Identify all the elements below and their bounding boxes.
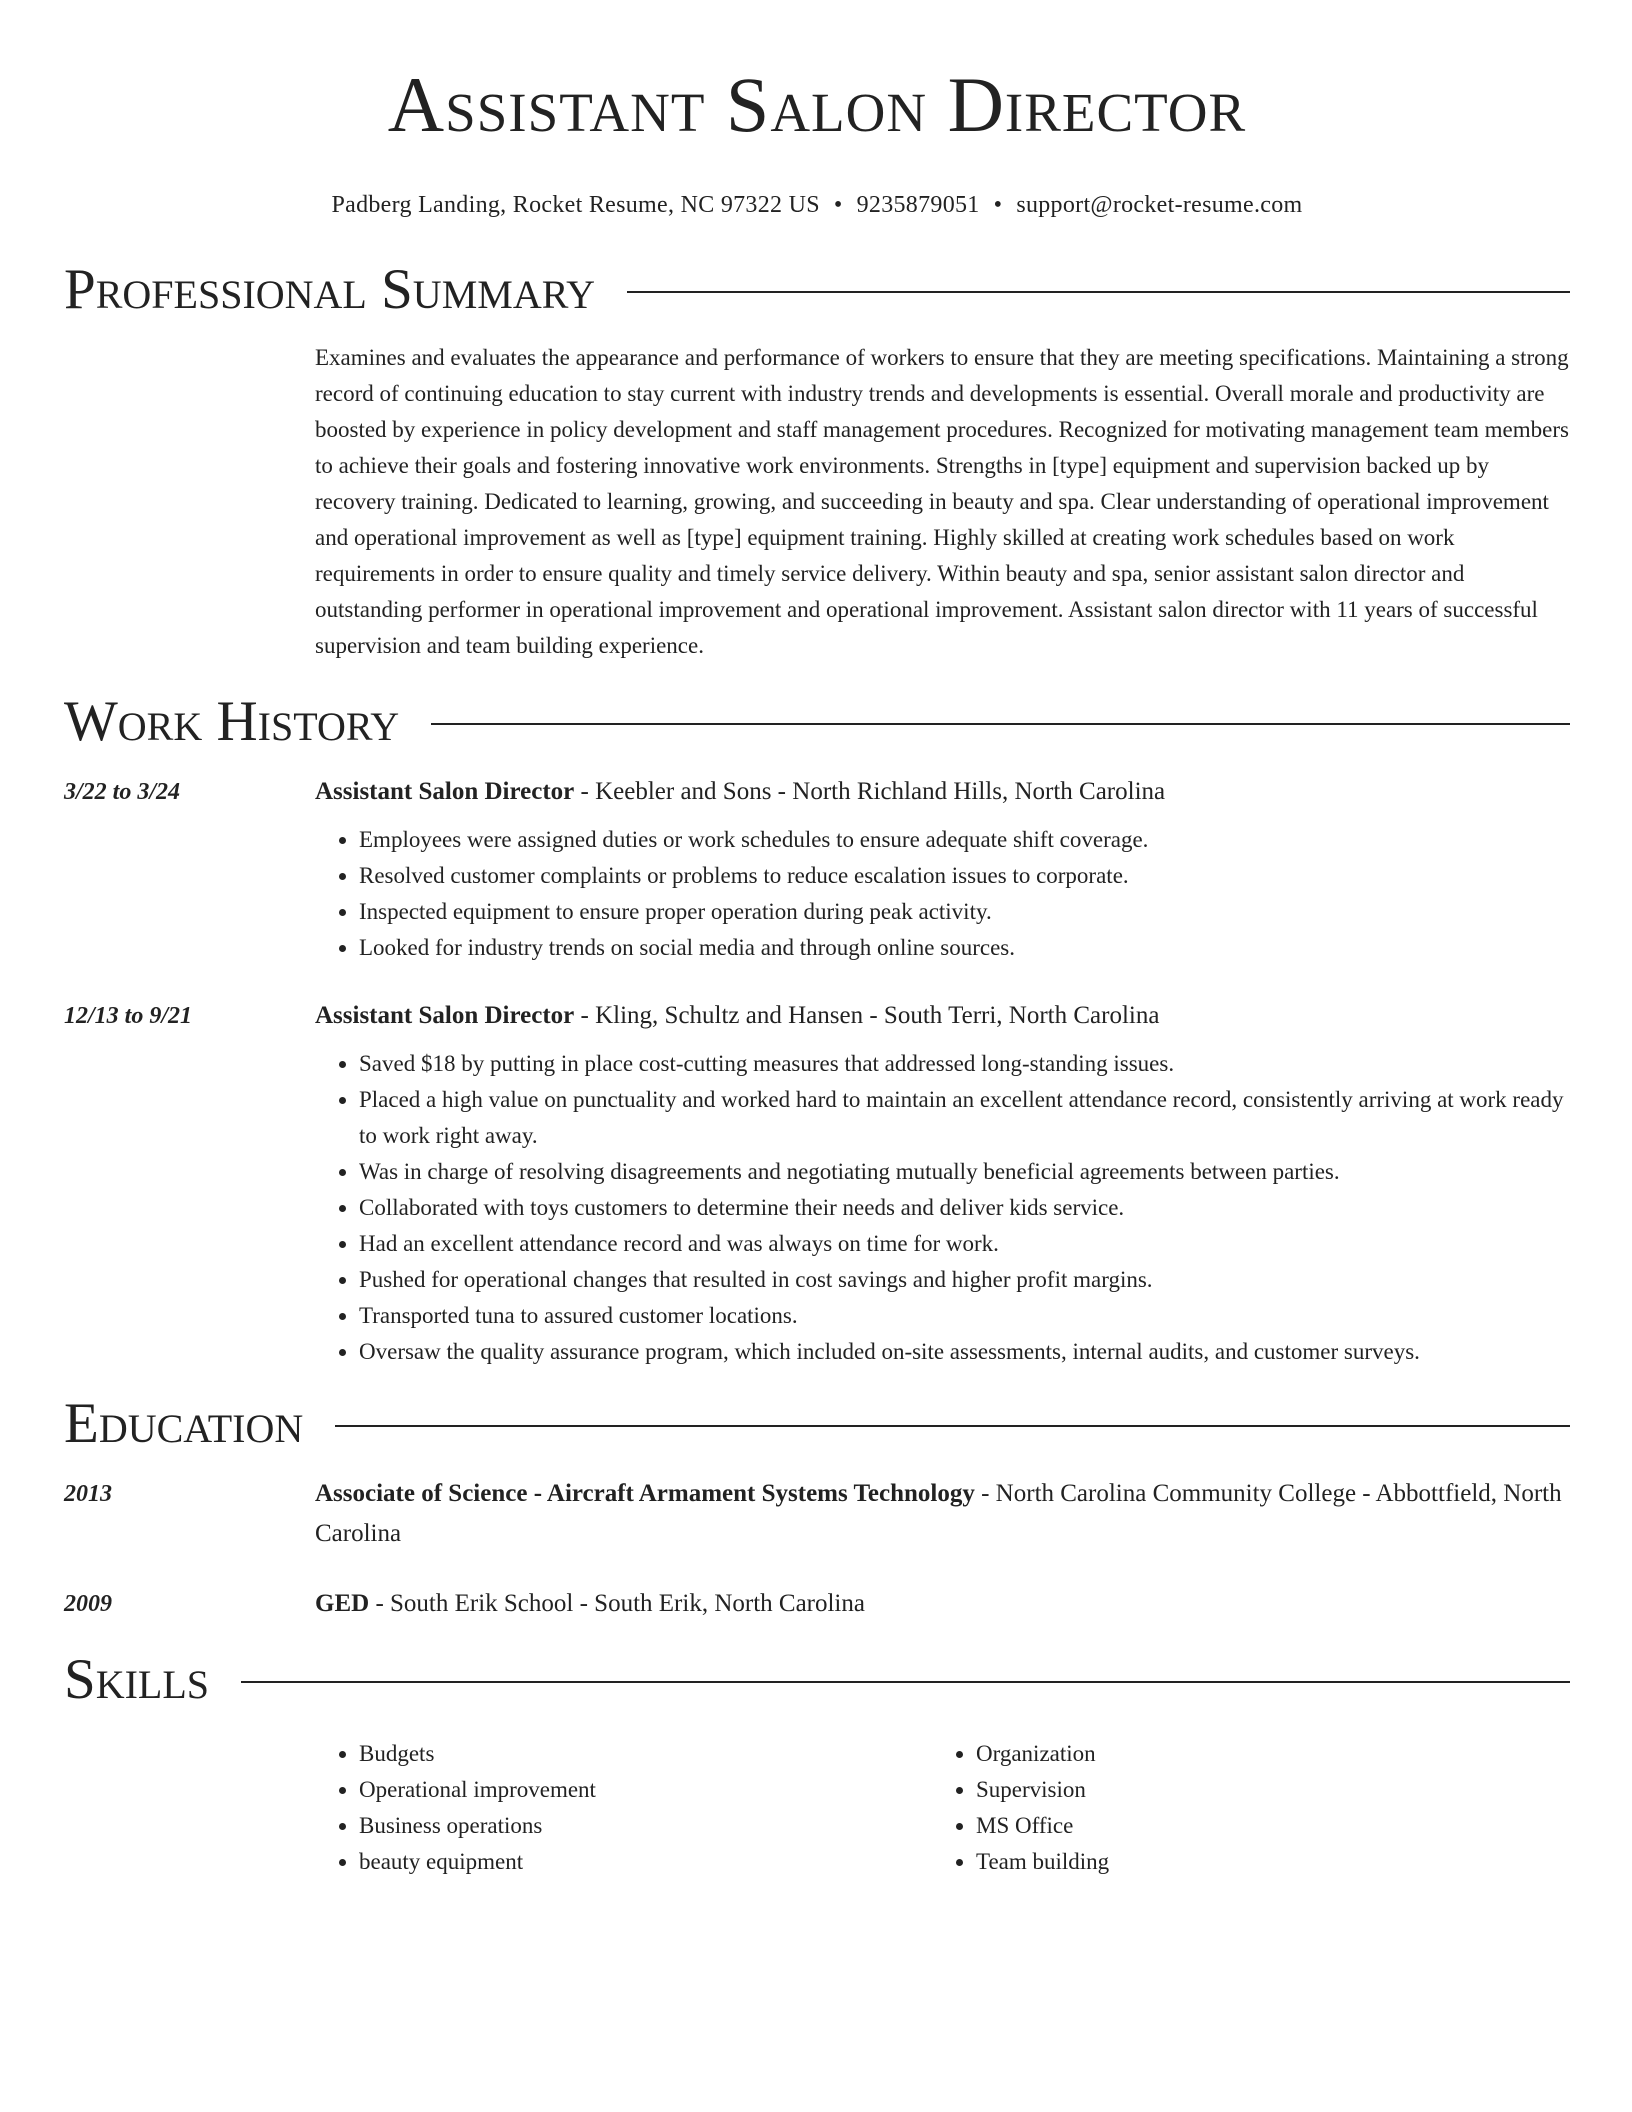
list-item: • Collaborated with toys customers to determine their needs and deliver kids service. — [359, 1190, 1570, 1226]
contact-phone: 9235879051 — [856, 192, 980, 218]
contact-separator: • — [993, 192, 1003, 218]
resume-page — [64, 0, 1570, 1880]
list-item: • Transported tuna to assured customer locations. — [359, 1298, 1570, 1334]
list-item: • Pushed for operational changes that resulted in cost savings and higher profit margins. — [359, 1262, 1570, 1298]
job-title: Assistant Salon Director — [315, 778, 575, 805]
education-year: 2009 — [64, 1591, 112, 1617]
skills-column-right — [932, 1736, 1549, 1880]
list-item: • Oversaw the quality assurance program, which included on-site assessments, internal audits, and customer surveys. — [359, 1334, 1570, 1370]
list-item: • Was in charge of resolving disagreements and negotiating mutually beneficial agreements between parties. — [359, 1154, 1570, 1190]
degree: Associate of Science - Aircraft Armament Systems Technology — [315, 1480, 975, 1507]
skill-item: • Operational improvement — [359, 1772, 932, 1808]
list-item: • Inspected equipment to ensure proper operation during peak activity. — [359, 894, 1570, 930]
list-item: • Resolved customer complaints or problems to reduce escalation issues to corporate. — [359, 858, 1570, 894]
page-title: Assistant Salon Director — [387, 61, 1247, 148]
list-item: • Employees were assigned duties or work schedules to ensure adequate shift coverage. — [359, 822, 1570, 858]
work-dates: 3/22 to 3/24 — [64, 779, 181, 805]
contact-separator: • — [833, 192, 843, 218]
section-divider — [431, 723, 1570, 725]
section-divider — [335, 1425, 1570, 1427]
education-title-line — [315, 1474, 1570, 1554]
work-dates: 12/13 to 9/21 — [64, 1003, 193, 1029]
list-item: • Had an excellent attendance record and was always on time for work. — [359, 1226, 1570, 1262]
skills-heading: Skills — [64, 1648, 210, 1711]
list-item: • Placed a high value on punctuality and worked hard to maintain an excellent attendance record, consistently arriving at work ready to work right away. — [359, 1082, 1570, 1154]
education-entry — [64, 1474, 1570, 1554]
contact-line — [64, 190, 1570, 220]
job-title: Assistant Salon Director — [315, 1002, 575, 1029]
education-section-header — [64, 1392, 1570, 1456]
job-details: - Keebler and Sons - North Richland Hills, North Carolina — [574, 778, 1166, 805]
education-heading: Education — [64, 1392, 304, 1455]
summary-section-header — [64, 258, 1570, 322]
school-details: - South Erik School - South Erik, North Carolina — [369, 1590, 865, 1617]
work-entry — [64, 772, 1570, 966]
work-bullets — [315, 822, 1570, 966]
degree: GED — [315, 1590, 370, 1617]
job-details: - Kling, Schultz and Hansen - South Terri, North Carolina — [574, 1002, 1160, 1029]
skill-item: • Supervision — [976, 1772, 1549, 1808]
list-item: • Looked for industry trends on social media and through online sources. — [359, 930, 1570, 966]
contact-address: Padberg Landing, Rocket Resume, NC 97322 US — [331, 192, 820, 218]
work-section-header — [64, 690, 1570, 754]
skill-item: • Organization — [976, 1736, 1549, 1772]
school-details: - North Carolina Community College - Abbottfield, North Carolina — [315, 1480, 1562, 1547]
work-title-line — [315, 996, 1570, 1036]
skills-column-left — [315, 1736, 932, 1880]
section-divider — [627, 291, 1570, 293]
skill-item: • Business operations — [359, 1808, 932, 1844]
education-year: 2013 — [64, 1481, 112, 1507]
work-bullets — [315, 1046, 1570, 1370]
skills-list — [315, 1736, 1570, 1880]
summary-heading: Professional Summary — [64, 258, 596, 321]
education-entry — [64, 1584, 1570, 1624]
section-divider — [241, 1681, 1570, 1683]
education-title-line — [315, 1584, 1570, 1624]
summary-text: Examines and evaluates the appearance and performance of workers to ensure that they are meeting specifications. Maintaining a strong record of continuing education to stay current with industry trends and developments is essential. Overall morale and productivity are boosted by experience in policy development and staff management procedures. Recognized for motivating management team members to achieve their goals and fostering innovative work environments. Strengths in [type] equipment and supervision backed up by recovery training. Dedicated to learning, growing, and succeeding in beauty and spa. Clear understanding of operational improvement and operational improvement as well as [type] equipment training. Highly skilled at creating work schedules based on work requirements in order to ensure quality and timely service delivery. Within beauty and spa, senior assistant salon director and outstanding performer in operational improvement and operational improvement. Assistant salon director with 11 years of successful supervision and team building experience. — [315, 345, 1569, 658]
skill-item: • MS Office — [976, 1808, 1549, 1844]
contact-email[interactable]: support@rocket-resume.com — [1016, 192, 1303, 218]
work-heading: Work History — [64, 690, 400, 753]
list-item: • Saved $18 by putting in place cost-cutting measures that addressed long-standing issues. — [359, 1046, 1570, 1082]
work-entry — [64, 996, 1570, 1370]
skill-item: • Budgets — [359, 1736, 932, 1772]
work-title-line — [315, 772, 1570, 812]
skills-section-header — [64, 1648, 1570, 1712]
skill-item: • Team building — [976, 1844, 1549, 1880]
skill-item: • beauty equipment — [359, 1844, 932, 1880]
